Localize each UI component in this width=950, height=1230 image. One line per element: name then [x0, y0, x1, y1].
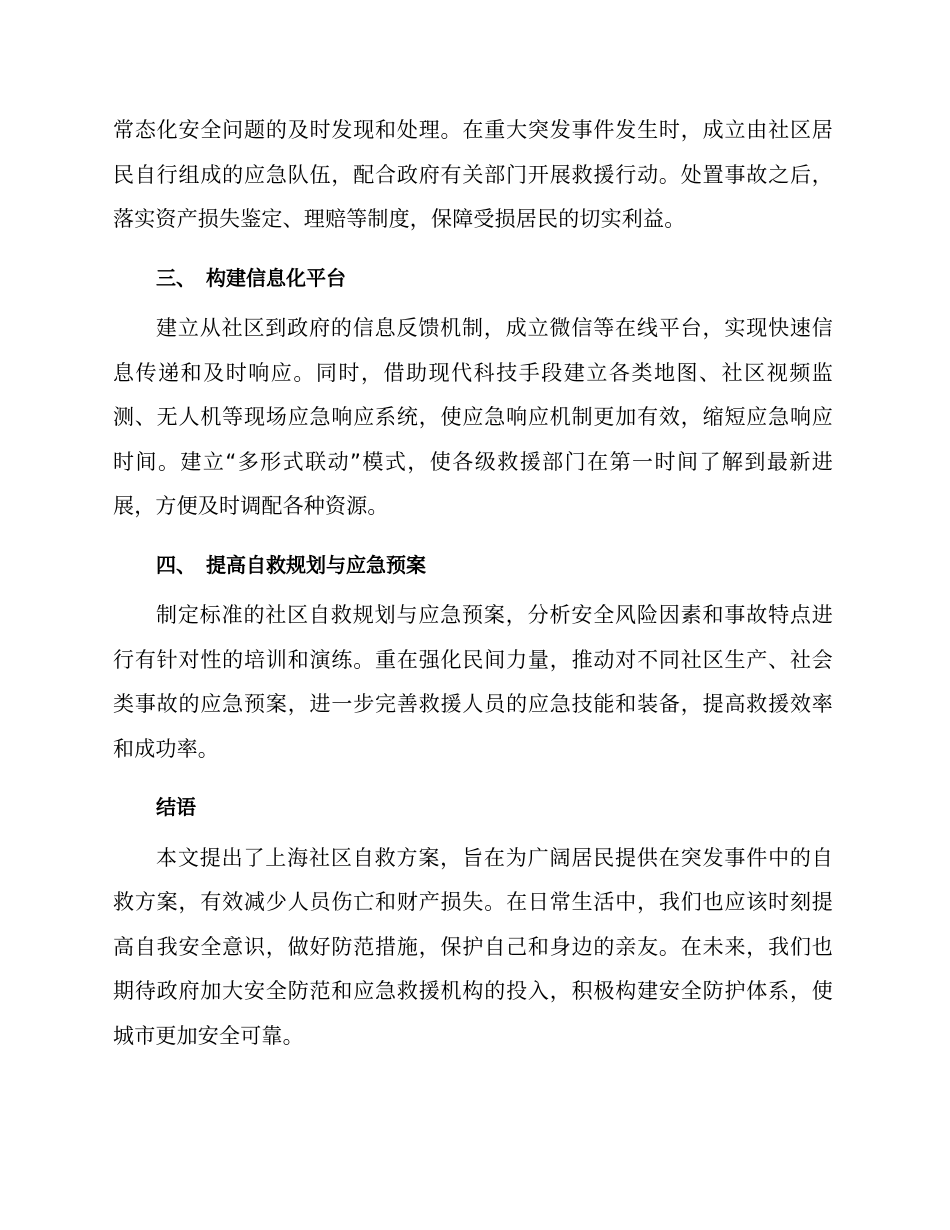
- section-paragraph: 建立从社区到政府的信息反馈机制，成立微信等在线平台，实现快速信息传递和及时响应。同时，借助现代科技手段建立各类地图、社区视频监测、无人机等现场应急响应系统，使应急响应机制更加有效，缩短应急响应时间。建立“多形式联动”模式，使各级救援部门在第一时间了解到最新进展，方便及时调配各种资源。: [113, 316, 833, 518]
- document-body: [113, 108, 833, 1058]
- section-paragraph: 制定标准的社区自救规划与应急预案，分析安全风险因素和事故特点进行有针对性的培训和演练。重在强化民间力量，推动对不同社区生产、社会类事故的应急预案，进一步完善救援人员的应急技能和装备，提高救援效率和成功率。: [113, 603, 833, 761]
- section-number: 四、: [156, 552, 196, 577]
- section-paragraph: 本文提出了上海社区自救方案，旨在为广阔居民提供在突发事件中的自救方案，有效减少人员伤亡和财产损失。在日常生活中，我们也应该时刻提高自我安全意识，做好防范措施，保护自己和身边的亲友。在未来，我们也期待政府加大安全防范和应急救援机构的投入，积极构建安全防护体系，使城市更加安全可靠。: [113, 845, 833, 1048]
- intro-paragraph: 常态化安全问题的及时发现和处理。在重大突发事件发生时，成立由社区居民自行组成的应急队伍，配合政府有关部门开展救援行动。处置事故之后，落实资产损失鉴定、理赔等制度，保障受损居民的切实利益。: [113, 118, 833, 231]
- section-self-rescue-planning: [113, 535, 833, 772]
- section-title: 构建信息化平台: [206, 265, 346, 290]
- section-heading: [113, 535, 833, 594]
- section-number: 三、: [156, 265, 196, 290]
- section-title: 提高自救规划与应急预案: [206, 552, 426, 577]
- section-heading: [113, 248, 833, 307]
- section-heading: [113, 777, 833, 836]
- section-information-platform: [113, 248, 833, 529]
- section-title: 结语: [156, 795, 196, 819]
- section-conclusion: [113, 777, 833, 1058]
